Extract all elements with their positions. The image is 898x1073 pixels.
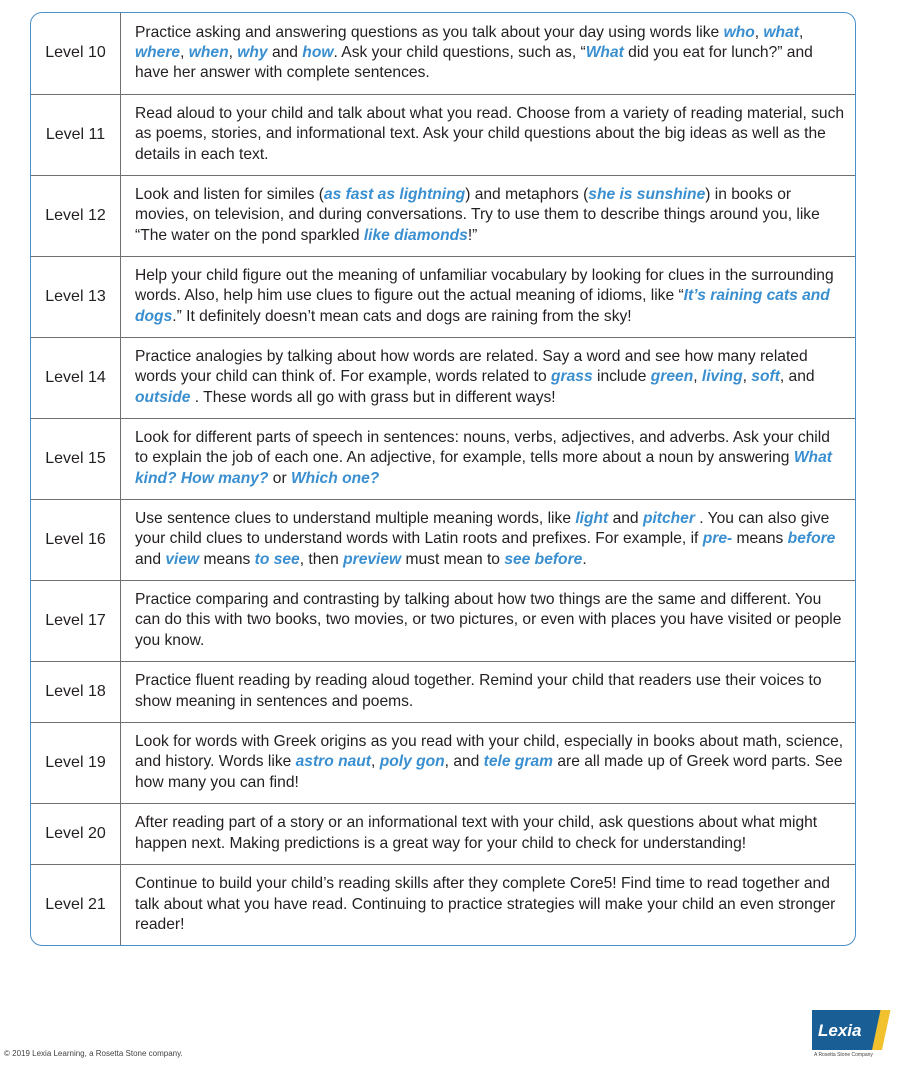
text-segment: Look for different parts of speech in sentences: nouns, verbs, adjectives, and adverbs. Ask your child to explain the job of each one. An adjective, for example, tells more about a noun by answering bbox=[135, 429, 830, 467]
highlighted-word: when bbox=[188, 44, 229, 62]
highlighted-word: Which one? bbox=[290, 469, 380, 487]
table-row bbox=[31, 94, 855, 175]
level-label: Level 19 bbox=[31, 722, 121, 803]
highlighted-word: what bbox=[763, 23, 799, 41]
level-description bbox=[121, 256, 856, 337]
level-description bbox=[121, 580, 856, 661]
level-label: Level 16 bbox=[31, 499, 121, 580]
level-description bbox=[121, 803, 856, 864]
table-row bbox=[31, 13, 855, 94]
text-segment: include bbox=[592, 368, 651, 386]
level-description bbox=[121, 94, 856, 175]
text-segment: After reading part of a story or an informational text with your child, ask questions about what might happen next. Making predictions is a great way for your child to check for understanding! bbox=[135, 814, 818, 852]
text-segment: or bbox=[268, 469, 291, 487]
highlighted-word: light bbox=[575, 510, 609, 528]
text-segment: , and bbox=[779, 368, 815, 386]
level-label: Level 15 bbox=[31, 418, 121, 499]
text-segment: . You can also give your child clues to understand words with Latin roots and prefixes. For example, if bbox=[135, 510, 830, 548]
levels-table bbox=[31, 13, 855, 945]
text-segment: Practice asking and answering questions as you talk about your day using words like bbox=[135, 23, 724, 41]
text-segment: Look and listen for similes ( bbox=[135, 186, 324, 204]
level-description bbox=[121, 418, 856, 499]
level-description bbox=[121, 722, 856, 803]
highlighted-word: why bbox=[237, 44, 268, 62]
highlighted-word: to see bbox=[254, 550, 300, 568]
text-segment: . Ask your child questions, such as, “ bbox=[333, 44, 586, 62]
highlighted-word: pitcher bbox=[642, 510, 695, 528]
text-segment: Practice analogies by talking about how words are related. Say a word and see how many related words your child can think of. For example, words related to bbox=[135, 348, 808, 386]
text-segment: Help your child figure out the meaning of unfamiliar vocabulary by looking for clues in the surrounding words. Also, help him use clues to figure out the actual meaning of idioms, like “ bbox=[135, 267, 834, 305]
logo-wordmark: Lexia bbox=[818, 1021, 862, 1040]
highlighted-word: What kind? How many? bbox=[135, 449, 832, 487]
table-row bbox=[31, 722, 855, 803]
text-segment: Continue to build your child’s reading skills after they complete Core5! Find time to read together and talk about what you have read. Continuing to practice strategies will make your child an even stronger reader! bbox=[135, 875, 836, 933]
table-row bbox=[31, 418, 855, 499]
text-segment: !” bbox=[467, 226, 478, 244]
highlighted-word: poly gon bbox=[379, 753, 445, 771]
level-label: Level 17 bbox=[31, 580, 121, 661]
text-segment: means bbox=[732, 530, 788, 548]
level-label: Level 18 bbox=[31, 661, 121, 722]
highlighted-word: preview bbox=[343, 550, 402, 568]
table-row bbox=[31, 864, 855, 945]
table-row bbox=[31, 580, 855, 661]
text-segment: ) and metaphors ( bbox=[465, 186, 589, 204]
text-segment: , bbox=[693, 368, 702, 386]
level-label: Level 10 bbox=[31, 13, 121, 94]
highlighted-word: pre- bbox=[702, 530, 733, 548]
level-label: Level 12 bbox=[31, 175, 121, 256]
text-segment: Use sentence clues to understand multiple meaning words, like bbox=[135, 510, 576, 528]
highlighted-word: she is sunshine bbox=[588, 186, 706, 204]
levels-table-container bbox=[30, 12, 856, 946]
text-segment: and bbox=[608, 510, 643, 528]
level-description bbox=[121, 337, 856, 418]
text-segment: Practice comparing and contrasting by talking about how two things are the same and different. You can do this with two books, two movies, or two pictures, or even with places you have visited or people you know. bbox=[135, 591, 842, 649]
highlighted-word: living bbox=[701, 368, 743, 386]
highlighted-word: like diamonds bbox=[363, 226, 468, 244]
text-segment: . bbox=[582, 550, 587, 568]
text-segment: means bbox=[199, 550, 255, 568]
copyright-text: © 2019 Lexia Learning, a Rosetta Stone company. bbox=[4, 1049, 183, 1058]
highlighted-word: how bbox=[302, 44, 334, 62]
text-segment: Read aloud to your child and talk about what you read. Choose from a variety of reading material, such as poems, stories, and informational text. Ask your child questions about the big ideas as well as the details in each text. bbox=[135, 105, 845, 163]
text-segment: Look for words with Greek origins as you read with your child, especially in books about math, science, and history. Words like bbox=[135, 733, 844, 771]
level-description bbox=[121, 499, 856, 580]
highlighted-word: astro naut bbox=[295, 753, 372, 771]
highlighted-word: grass bbox=[551, 368, 593, 386]
text-segment: , bbox=[742, 368, 752, 386]
highlighted-word: where bbox=[135, 44, 181, 62]
table-row bbox=[31, 337, 855, 418]
level-label: Level 20 bbox=[31, 803, 121, 864]
table-row bbox=[31, 803, 855, 864]
highlighted-word: green bbox=[650, 368, 694, 386]
highlighted-word: see before bbox=[504, 550, 583, 568]
text-segment: , bbox=[228, 44, 238, 62]
highlighted-word: outside bbox=[135, 388, 191, 406]
level-label: Level 13 bbox=[31, 256, 121, 337]
highlighted-word: who bbox=[723, 23, 755, 41]
text-segment: .” It definitely doesn’t mean cats and dogs are raining from the sky! bbox=[172, 307, 632, 325]
level-label: Level 11 bbox=[31, 94, 121, 175]
highlighted-word: view bbox=[165, 550, 200, 568]
table-row bbox=[31, 499, 855, 580]
text-segment: Practice fluent reading by reading aloud together. Remind your child that readers use their voices to show meaning in sentences and poems. bbox=[135, 672, 822, 710]
text-segment: , then bbox=[299, 550, 344, 568]
highlighted-word: tele gram bbox=[483, 753, 554, 771]
logo-tagline: A Rosetta Stone Company bbox=[814, 1052, 873, 1058]
text-segment: did you eat for lunch?” and have her answer with complete sentences. bbox=[135, 44, 813, 82]
text-segment: . These words all go with grass but in different ways! bbox=[190, 388, 556, 406]
text-segment: , bbox=[371, 753, 380, 771]
text-segment: and bbox=[267, 44, 303, 62]
text-segment: , bbox=[754, 23, 764, 41]
highlighted-word: before bbox=[787, 530, 836, 548]
level-description bbox=[121, 175, 856, 256]
text-segment: , bbox=[180, 44, 189, 62]
text-segment: and bbox=[135, 550, 166, 568]
text-segment: must mean to bbox=[401, 550, 505, 568]
lexia-logo bbox=[812, 1010, 882, 1060]
text-segment: are all made up of Greek word parts. See how many you can find! bbox=[135, 753, 843, 791]
text-segment: , and bbox=[444, 753, 484, 771]
table-row bbox=[31, 661, 855, 722]
level-description bbox=[121, 864, 856, 945]
text-segment: ) in books or movies, on television, and during conversations. Try to use them to describe things around you, like “The water on the pond sparkled bbox=[135, 186, 820, 244]
text-segment: , bbox=[798, 23, 804, 41]
highlighted-word: What bbox=[585, 44, 624, 62]
level-label: Level 14 bbox=[31, 337, 121, 418]
highlighted-word: It’s raining cats and dogs bbox=[135, 287, 830, 325]
levels-table-body bbox=[31, 13, 855, 945]
table-row bbox=[31, 175, 855, 256]
highlighted-word: as fast as lightning bbox=[323, 186, 466, 204]
level-description bbox=[121, 661, 856, 722]
highlighted-word: soft bbox=[751, 368, 780, 386]
level-label: Level 21 bbox=[31, 864, 121, 945]
level-description bbox=[121, 13, 856, 94]
table-row bbox=[31, 256, 855, 337]
